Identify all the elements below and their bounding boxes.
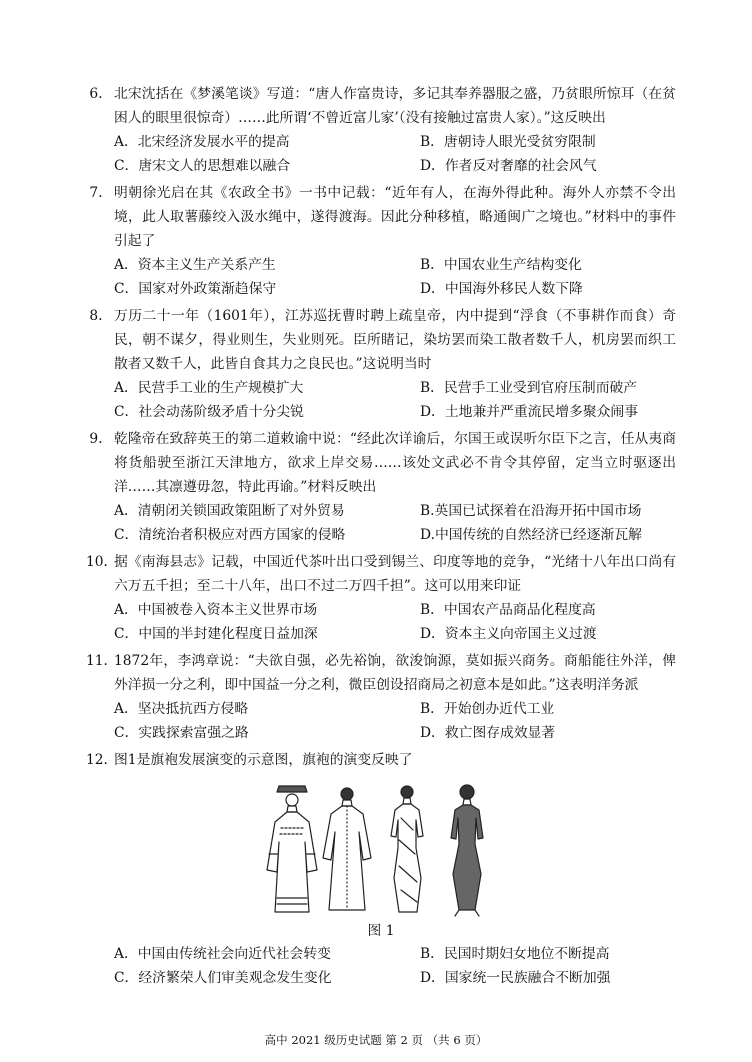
options (86, 598, 676, 646)
page-footer: 高中 2021 级历史试题 第 2 页 （共 6 页） (264, 1033, 488, 1047)
option-c: C．国家对外政策渐趋保守 (114, 281, 277, 297)
modern-qipao-figure (451, 785, 483, 916)
question-number: 9． (89, 431, 112, 447)
question-text: 图1是旗袍发展演变的示意图，旗袍的演变反映了 (114, 752, 413, 768)
question-text: 乾隆帝在致辞英王的第二道敕谕中说：“经此次详谕后，尔国王或误听尔臣下之言，任从夷商将货船驶至浙江天津地方，欲求上岸交易……该处文武必不肯令其停留，定当立时驱逐出洋……其凛遵毋忽，特此再谕。”材料反映出 (114, 431, 676, 495)
options (86, 130, 676, 178)
qing-robe-figure (267, 786, 317, 912)
option-b: B．中国农业生产结构变化 (420, 257, 582, 273)
question-11 (86, 649, 676, 745)
question-7 (86, 181, 676, 301)
question-text: 1872年，李鸿章说：“夫欲自强，必先裕饷，欲浚饷源，莫如振兴商务。商船能往外洋，俾外洋损一分之利，即中国益一分之利，微臣创设招商局之初意本是如此。”这表明洋务派 (114, 653, 676, 693)
option-d: D．资本主义向帝国主义过渡 (420, 626, 597, 642)
qipao-evolution-figure (86, 778, 676, 942)
question-number: 11． (86, 653, 118, 669)
option-d: D．救亡图存成效显著 (420, 725, 556, 741)
question-stem (86, 427, 676, 499)
question-number: 12． (86, 752, 118, 768)
question-stem (86, 181, 676, 253)
options (86, 499, 676, 547)
question-list (86, 82, 676, 993)
option-b: B．民营手工业受到官府压制而破产 (420, 380, 638, 396)
question-number: 10． (86, 554, 118, 570)
question-stem (86, 82, 676, 130)
question-12 (86, 748, 676, 990)
option-d: D．国家统一民族融合不断加强 (420, 970, 611, 986)
option-d: D．作者反对奢靡的社会风气 (420, 158, 597, 174)
option-a: A．中国由传统社会向近代社会转变 (114, 946, 331, 962)
option-b: B．开始创办近代工业 (420, 701, 555, 717)
option-b: B．中国农产品商品化程度高 (420, 602, 596, 618)
figure-caption: 图 1 (367, 923, 395, 939)
question-10 (86, 550, 676, 646)
question-stem (86, 748, 676, 772)
option-c: C．清统治者积极应对西方国家的侵略 (114, 527, 346, 543)
option-b: B.英国已试探着在沿海开拓中国市场 (420, 503, 642, 519)
option-c: C．实践探索富强之路 (114, 725, 249, 741)
qipao-illustration (261, 778, 501, 918)
question-8 (86, 304, 676, 424)
option-c: C．经济繁荣人们审美观念发生变化 (114, 970, 332, 986)
option-a: A．资本主义生产关系产生 (114, 257, 276, 273)
option-d: D．中国海外移民人数下降 (420, 281, 583, 297)
question-stem (86, 304, 676, 376)
options (86, 376, 676, 424)
option-b: B．唐朝诗人眼光受贫穷限制 (420, 134, 596, 150)
option-a: A．中国被卷入资本主义世界市场 (114, 602, 318, 618)
question-text: 北宋沈括在《梦溪笔谈》写道：“唐人作富贵诗，多记其奉养器服之盛，乃贫眼所惊耳（在贫困人的眼里很惊奇）……此所谓‘不曾近富儿家’（没有接触过富贵人家）。”这反映出 (114, 86, 676, 126)
options (86, 942, 676, 990)
question-9 (86, 427, 676, 547)
early-republic-figure (323, 788, 371, 910)
fitted-qipao-figure (391, 786, 423, 912)
option-c: C．中国的半封建化程度日益加深 (114, 626, 318, 642)
option-c: C．社会动荡阶级矛盾十分尖锐 (114, 404, 304, 420)
option-c: C．唐宋文人的思想难以融合 (114, 158, 291, 174)
question-text: 据《南海县志》记载，中国近代茶叶出口受到锡兰、印度等地的竞争，“光绪十八年出口尚有六万五千担；至二十八年，出口不过二万四千担”。这可以用来印证 (114, 554, 676, 594)
question-text: 万历二十一年（1601年），江苏巡抚曹时聘上疏皇帝，内中提到“浮食（不事耕作而食）奇民，朝不谋夕，得业则生，失业则死。臣所睹记，染坊罢而染工散者数千人，机房罢而织工散者又数千人，此皆自食其力之良民也。”这说明当时 (114, 308, 676, 372)
options (86, 697, 676, 745)
question-number: 6． (89, 86, 112, 102)
option-a: A．清朝闭关锁国政策阻断了对外贸易 (114, 503, 345, 519)
option-a: A．坚决抵抗西方侵略 (114, 701, 249, 717)
question-number: 8． (89, 308, 112, 324)
option-a: A．北宋经济发展水平的提高 (114, 134, 290, 150)
question-stem (86, 649, 676, 697)
option-b: B．民国时期妇女地位不断提高 (420, 946, 610, 962)
question-number: 7． (89, 185, 112, 201)
question-6 (86, 82, 676, 178)
question-stem (86, 550, 676, 598)
question-text: 明朝徐光启在其《农政全书》一书中记载：“近年有人，在海外得此种。海外人亦禁不令出境，此人取薯藤绞入汲水绳中，遂得渡海。因此分种移植，略通闽广之境也。”材料中的事件引起了 (114, 185, 676, 249)
option-d: D.中国传统的自然经济已经逐渐瓦解 (420, 527, 642, 543)
option-d: D．土地兼并严重流民增多聚众闹事 (420, 404, 639, 420)
options (86, 253, 676, 301)
option-a: A．民营手工业的生产规模扩大 (114, 380, 304, 396)
